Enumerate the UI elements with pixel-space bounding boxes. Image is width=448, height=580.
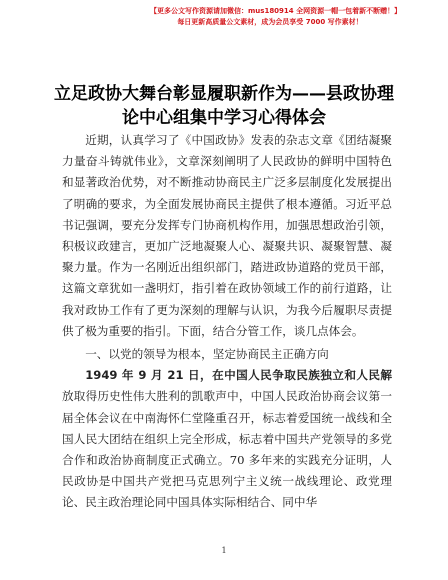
intro-paragraph: 近期，认真学习了《中国政协》发表的杂志文章《团结凝聚力量奋斗铸就伟业》，文章深刻阐明了人民政协的鲜明中国特色和显著政治优势，对不断推动协商民主广泛多层制度化发展提出了明确的要求，为全面发展协商民主提供了根本遵循。习近平总书记强调，要充分发挥专门协商机构作用，加强思想政治引领，积极议政建言，更加广泛地凝聚人心、凝聚共识、凝聚智慧、凝聚力量。作为一名刚近出组织部门，踏进政协道路的党员干部，这篇文章犹如一盏明灯，指引着在政协领域工作的前行道路，让我对政协工作有了更为深刻的理解与认识，为我今后履职尽责提供了极为重要的指引。下面，结合分管工作，谈几点体会。 [62, 133, 392, 338]
document-title-line-1: 立足政协大舞台彰显履职新作为——县政协理 [54, 84, 394, 104]
history-paragraph-rest: 放取得历史性伟大胜利的凯歌声中，中国人民政治协商会议第一届全体会议在中南海怀仁堂隆重召开，标志着爱国统一战线和全国人民大团结在组织上完全形成，标志着中国共产党领导的多党合作和政治协商制度正式确立。70 多年来的实践充分证明，人民政协是中国共产党把马克思列宁主义统一战线理论、政党理论、民主政治理论同中国具体实际相结合、同中华 [62, 389, 392, 510]
promo-banner-line-1: 【更多公文写作资源请加微信：mus180914 全网资源一帽一包着新不断赠！】 [150, 7, 402, 15]
promo-banner [150, 6, 402, 28]
promo-banner-line-2: 每日更新高质量公文素材，成为会员享受 7000 写作素材！ [177, 18, 363, 26]
document-body [62, 130, 392, 514]
section-heading: 一、以党的领导为根本，坚定协商民主正确方向 [85, 347, 329, 362]
document-title [40, 82, 408, 130]
history-paragraph-lead: 1949 年 9 月 21 日，在中国人民争取民族独立和人民解 [85, 368, 392, 383]
page-number: 1 [221, 546, 227, 555]
history-paragraph [62, 365, 392, 513]
document-title-line-2: 论中心组集中学习心得体会 [122, 108, 326, 128]
